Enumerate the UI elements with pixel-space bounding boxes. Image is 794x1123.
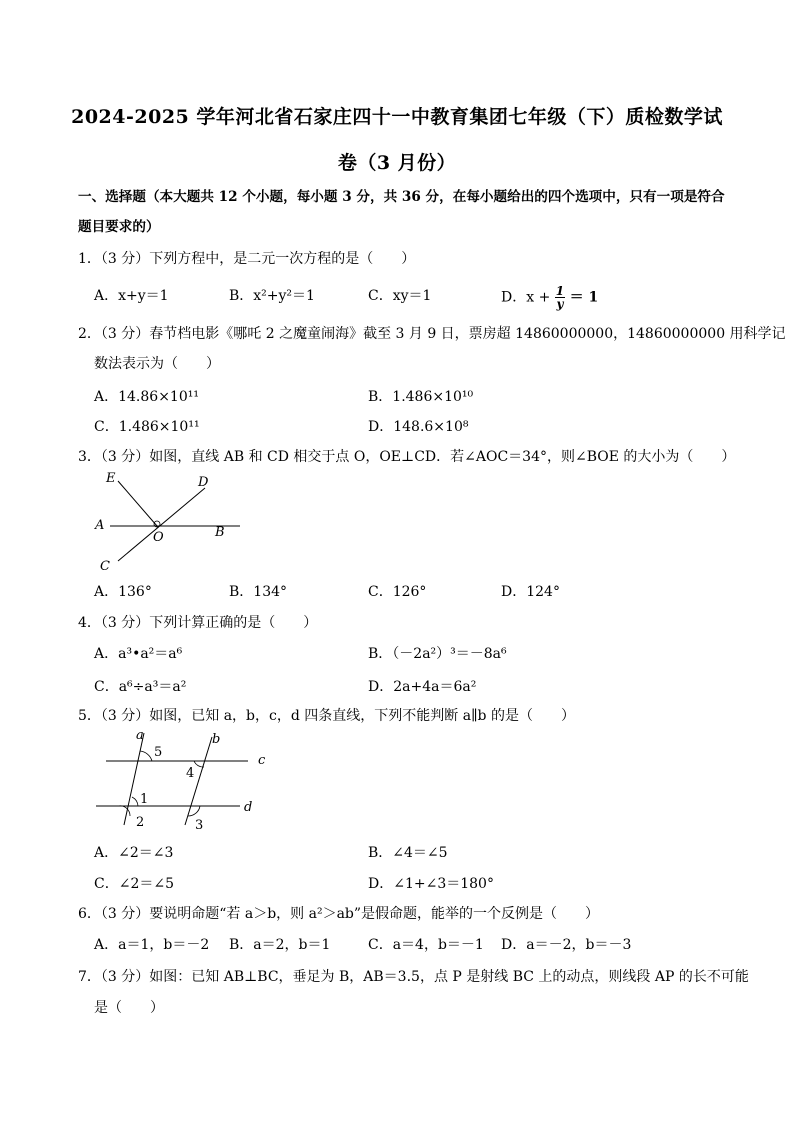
question-2-stem-line1: 2．（3 分）春节档电影《哪吒 2 之魔童闹海》截至 3 月 9 日，票房超 14860000000，14860000000 用科学记 (78, 326, 786, 342)
label-5: 5 (154, 745, 163, 760)
question-1-option-a: A．x+y＝1 (94, 288, 169, 304)
line-cd (118, 488, 205, 561)
ray-oe (118, 481, 157, 526)
question-3-stem: 3．（3 分）如图，直线 AB 和 CD 相交于点 O，OE⊥CD．若∠AOC＝34°，则∠BOE 的大小为（ ） (78, 449, 736, 465)
label-b: B (215, 525, 225, 540)
question-2-option-b: B．1.486×10¹⁰ (368, 389, 474, 405)
label-1: 1 (140, 792, 149, 807)
label-4: 4 (186, 766, 195, 781)
angle-5-arc (140, 751, 152, 761)
question-3-option-a: A．136° (94, 584, 152, 600)
question-6-option-b: B．a＝2，b＝1 (229, 937, 331, 953)
label-3: 3 (195, 818, 204, 833)
question-3-figure (90, 466, 250, 576)
question-2-option-a: A．14.86×10¹¹ (94, 389, 199, 405)
question-5-option-d: D．∠1+∠3＝180° (368, 876, 494, 892)
fraction-numerator: 1 (555, 284, 565, 298)
question-6-option-c: C．a＝4，b＝－1 (368, 937, 484, 953)
question-3-option-d: D．124° (501, 584, 560, 600)
label-b: b (212, 732, 221, 747)
line-b (185, 737, 212, 825)
question-1-option-d-tail: ＝ 1 (569, 289, 599, 306)
question-5-option-a: A．∠2＝∠3 (94, 845, 174, 861)
question-4-option-d: D．2a+4a＝6a² (368, 679, 477, 695)
question-4-option-b: B．（－2a²）³＝－8a⁶ (368, 646, 507, 662)
label-o: O (153, 530, 164, 545)
fraction-one-over-y (555, 285, 565, 310)
question-2-stem-line2: 数法表示为（ ） (94, 356, 220, 372)
fraction-denominator: y (556, 297, 564, 311)
question-7-stem-line2: 是（ ） (94, 1000, 164, 1016)
line-a (124, 733, 144, 825)
label-c: c (258, 753, 266, 768)
label-e: E (106, 471, 116, 486)
exam-title-line2: 卷（3 月份） (337, 152, 457, 174)
question-6-stem: 6．（3 分）要说明命题“若 a＞b，则 a²＞ab”是假命题，能举的一个反例是（ ） (78, 906, 600, 922)
label-a: a (136, 728, 144, 743)
question-5-option-c: C．∠2＝∠5 (94, 876, 174, 892)
label-a: A (95, 518, 105, 533)
question-3-option-c: C．126° (368, 584, 427, 600)
question-4-option-c: C．a⁶÷a³＝a² (94, 679, 187, 695)
label-c: C (100, 559, 110, 574)
angle-4-arc (194, 761, 204, 767)
question-6-option-d: D．a＝－2，b＝－3 (501, 937, 632, 953)
question-7-stem-line1: 7．（3 分）如图：已知 AB⊥BC，垂足为 B，AB＝3.5，点 P 是射线 BC 上的动点，则线段 AP 的长不可能 (78, 969, 749, 985)
question-2-option-c: C．1.486×10¹¹ (94, 419, 200, 435)
question-4-option-a: A．a³•a²＝a⁶ (94, 646, 183, 662)
angle-1-arc (132, 797, 138, 806)
question-3-option-b: B．134° (229, 584, 288, 600)
question-1-option-c: C．xy＝1 (368, 288, 432, 304)
label-d: D (198, 475, 209, 490)
question-1-option-d-label: D．x + (501, 289, 551, 306)
section-heading-line1: 一、选择题（本大题共 12 个小题，每小题 3 分，共 36 分，在每小题给出的四个选项中，只有一项是符合 (78, 189, 725, 205)
question-5-figure (92, 725, 272, 835)
question-6-option-a: A．a＝1，b＝－2 (94, 937, 210, 953)
question-5-stem: 5．（3 分）如图，已知 a，b，c，d 四条直线，下列不能判断 a∥b 的是（ ） (78, 708, 575, 724)
question-4-stem: 4．（3 分）下列计算正确的是（ ） (78, 615, 318, 631)
question-2-option-d: D．148.6×10⁸ (368, 419, 469, 435)
section-heading-line2: 题目要求的） (78, 219, 160, 235)
question-1-option-b: B．x²+y²＝1 (229, 288, 315, 304)
label-2: 2 (136, 815, 145, 830)
question-5-option-b: B．∠4＝∠5 (368, 845, 448, 861)
question-1-stem: 1．（3 分）下列方程中，是二元一次方程的是（ ） (78, 251, 416, 267)
exam-title-line1: 2024-2025 学年河北省石家庄四十一中教育集团七年级（下）质检数学试 (71, 106, 723, 128)
label-d: d (244, 800, 253, 815)
question-1-option-d (501, 285, 598, 310)
